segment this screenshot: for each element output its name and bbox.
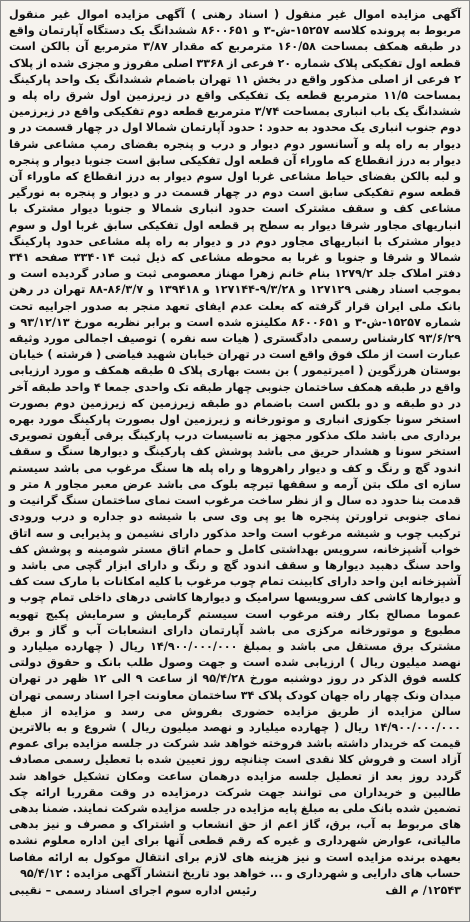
notice-signature: رئیس اداره سوم اجرای اسناد رسمی – نقیبی: [9, 883, 257, 897]
notice-paragraph: آگهی مزایده اموال غیر منقول ( اسناد رهنی ) آگهی مزایده اموال غیر منقول مربوط به پرونده کلاسه ۱۵۲۵۷-ش-۳ و ۸۶۰۰۶۵۱ ششدانگ یک دستگاه آپارتمان واقع در طبقه همکف بمساحت ۱۶۰/۵۸ مترمربع که مقدار ۳/۸۷ مترمربع آن بالکن است قطعه اول تفکیکی پلاک شماره ۲۰ فرعی از ۳۳۶۸ اصلی مفروز و مجزی شده از پلاک ۲ فرعی از اصلی مذکور واقع در بخش ۱۱ تهران باضمام ششدانگ یک واحد پارکینگ بمساحت ۱۱/۵ مترمربع قطعه یک تفکیکی واقع در زیرزمین اول شرق راه پله و ششدانگ یک باب انباری بمساحت ۳/۷۴ مترمربع قطعه دوم تفکیکی واقع در زیرزمین دوم جنوب انباری یک محدود به حدود : حدود آپارتمان شمالا اول در چهار قسمت در و دیوار به راه پله و آسانسور دوم دیوار و درب و پنجره بفضای رمپ مشاعی شرقا دیوار به درز انقطاع که ماوراء آن قطعه اول تفکیکی سابق است جنوبا دیوار و پنجره و لبه بالکن بفضای حیاط مشاعی غربا اول سوم دیوار به درز انقطاع که ماوراء آن قطعه سوم تفکیکی سابق است دوم در چهار قسمت در و دیوار و پنجره به نورگیر مشاعی کف و سقف مشترک است حدود انباری شمالا و جنوبا دیوار مشترک با انباریهای مجاور شرقا دیوار به سطح پر قطعه اول تفکیکی سابق غربا اول و سوم دیوار مشترک با انباریهای مجاور دوم در و دیوار به راه پله مشاعی حدود پارکینگ شمالا و شرقا و جنوبا و غربا به محوطه مشاعی که ذیل ثبت ۳۳۴۰۱۴ صفحه ۳۴۱ دفتر املاک جلد ۱۲۷۹/۲ بنام خانم زهرا مهناز معصومی ثبت و صادر گردیده است و بموجب اسناد رهنی ۱۲۷۱۲۹ و ۹/۳/۲۸-۱۲۷۱۴۴ و ۱۳۹۴۱۸ و ۸۶/۳/۷-۸۸ تهران در رهن بانک ملی ایران قرار گرفته که بعلت عدم ایفای تعهد منجر به صدور اجراییه تحت شماره ۱۵۲۵۷-ش-۳ و ۸۶۰۰۶۵۱ مکلینزه شده است و برابر نظریه مورخ ۹۳/۱۲/۱۳ و ۹۳/۶/۲۹ کارشناس رسمی دادگستری ( هیات سه نفره ) توصیف اجمالی مورد وثیقه عبارت است از ملک فوق واقع است در تهران خیابان شهید فیاضی ( فرشته ) خیابان بوستان هرزگوین ( امیرتیمور ) بن بست بهاری پلاک ۵ طبقه همکف و مورد ارزیابی واقع در طبقه همکف ساختمان جنوبی چهار طبقه تک واحدی جمعا ۴ واحد طبقه آخر در دو طبقه و دو بلکس است باضمام دو طبقه زیرزمین که زیرزمین دوم بصورت استخر سونا جکوزی انباری و موتورخانه و زیرزمین اول بصورت پارکینگ مورد بهره برداری می باشد ملک مذکور مجهز به تاسیسات درب پارکینگ برقی آیفون تصویری استخر سونا و هشدار حریق می باشد پوشش کف پارکینگ و دیوارها سنگ و سقف اندود گچ و رنگ و کف و دیوار راهروها و راه پله ها سنگ مرغوب می باشد سیستم سازه ای ملک بتن آرمه و سقفها تیرچه بلوک می باشد عرض معبر مجاور ۸ متر و قدمت بنا حدود ده سال و از نظر ساخت مرغوب است نمای ساختمان سنگ گرانیت و نمای جنوبی تراورتن پنجره ها یو پی وی سی با شیشه دو جداره و درب ورودی ترکیب چوب و شیشه مرغوب است واحد مذکور دارای نشیمن و پذیرایی و سه اتاق خواب آشپزخانه، سرویس بهداشتی کامل و حمام اتاق مستر شومینه و پوشش کف واحد سنگ دهبید دیوارها و سقف اندود گچ و رنگ و دارای ابزار گچی می باشد و آشپزخانه این واحد دارای کابینت تمام چوب مرغوب با کلیه امکانات با مارک ست کف و دیوارها کاشی کف سرویسها سرامیک و دیوارها کاشی درهای داخلی تمام چوب و عموما مصالح بکار رفته مرغوب است سیستم گرمایش و سرمایش پکیج تهویه مطبوع و موتورخانه مرکزی می باشد آپارتمان دارای انشعابات آب و گاز و برق مشترک برق مستقل می باشد و بمبلغ ۱۴/۹۰۰/۰۰۰/۰۰۰ ریال ( چهارده میلیارد و نهصد میلیون ریال ) ارزیابی شده است و جهت وصول طلب بانک و حقوق دولتی کلسه فوق الذکر در روز دوشنبه مورخ ۹۵/۴/۲۸ از ساعت ۹ الی ۱۲ ظهر در تهران میدان ونک چهار راه جهان کودک پلاک ۳۴ ساختمان معاونت اجرا اسناد رسمی تهران سالن مزایده از طریق مزایده حضوری بفروش می رسد و مزایده از مبلغ ۱۴/۹۰۰/۰۰۰/۰۰۰ ریال ( چهارده میلیارد و نهصد میلیون ریال ) شروع و به بالاترین قیمت که خریدار داشته باشد فروخته خواهد شد شرکت در جلسه مزایده برای عموم آزاد است و فروش کلا نقدی است چنانچه روز تعیین شده با تعطیل رسمی مصادف گردد روز بعد از تعطیل جلسه مزایده درهمان ساعت ومکان تشکیل خواهد شد طالبین و خریداران می توانند جهت شرکت درمزایده در وقت مقرربا ارائه چک تضمین شده بانک ملی به مبلغ پایه مزایده در جلسه مزایده شرکت نمایند. ضمنا بدهی های مربوط به آب، برق، گاز اعم از حق انشعاب و اشتراک و مصرف و نیز بدهی مالیاتی، عوارض شهرداری و غیره که رقم قطعی آنها برای این اداره معلوم نشده بعهده برنده مزایده است و نیز هزینه های لازم برای انتقال موکول به ارائه مفاصا حساب های دارایی و شهرداری و ... خواهد بود تاریخ انتشار آگهی مزایده : ۹۵/۴/۱۲: [9, 8, 462, 880]
notice-reference-code: ۱۲۵۴۳/ م الف: [385, 883, 461, 897]
auction-notice-body: [9, 7, 461, 882]
notice-footer: [9, 882, 461, 899]
